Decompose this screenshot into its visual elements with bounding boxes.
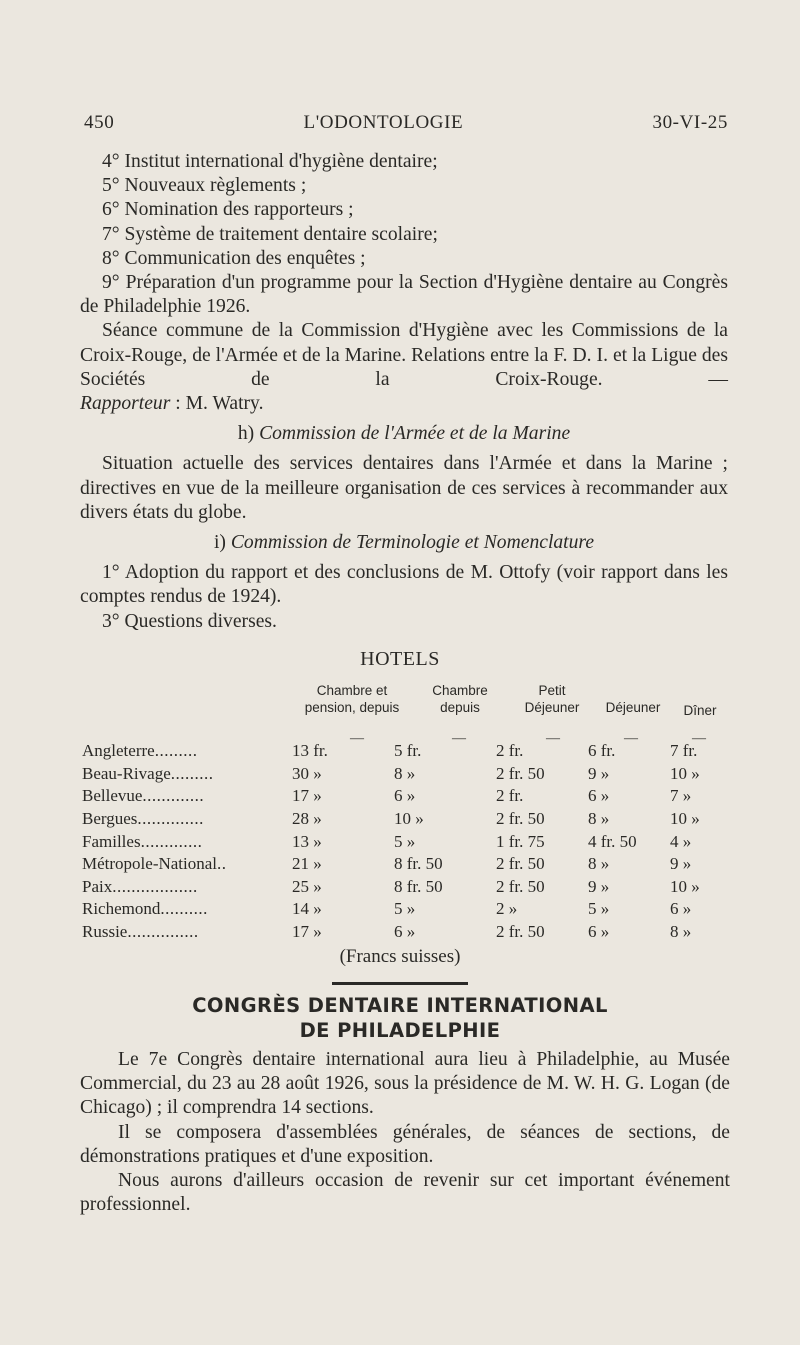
congres-body [80,1048,730,1217]
hotel-row [82,921,726,944]
price-petit-dej: 1 fr. 75 [496,831,545,851]
price-chambre: 5 » [394,831,416,851]
header-pension-line2: pension, depuis [304,700,400,715]
price-chambre: 5 » [394,899,416,919]
price-pension: 13 fr. [292,741,328,761]
price-diner: 6 » [670,899,692,919]
price-dejeuner: 6 » [588,786,610,806]
dot-leader: ............... [127,922,199,942]
price-petit-dej: 2 fr. 50 [496,922,545,942]
hotel-name: Russie [82,922,128,942]
congres-title-line1: CONGRÈS DENTAIRE INTERNATIONAL [192,994,608,1017]
price-pension: 30 » [292,763,322,783]
header-diner: Dîner [683,703,717,718]
dash-chambre: — [452,731,466,746]
dash-pension: — [350,731,364,746]
dot-leader: ............. [140,831,203,851]
dash-petit: — [546,731,560,746]
price-pension: 17 » [292,786,322,806]
hotel-name: Familles [82,831,141,851]
price-chambre: 5 fr. [394,741,422,761]
section-i-heading [80,531,728,555]
hotel-name-cell [82,785,292,808]
price-chambre: 6 » [394,786,416,806]
price-chambre: 8 » [394,763,416,783]
congres-paragraph-2: Il se composera d'assemblées générales, de séances de sections, de démonstrations pratiques et d'une exposition. [80,1121,730,1167]
agenda-item-9: 9° Préparation d'un programme pour la Section d'Hygiène dentaire au Congrès de Philadelphie 1926. [80,272,728,318]
header-petit-line1: Petit [538,683,566,698]
header-pension [290,682,414,716]
header-chambre-line1: Chambre [432,683,488,698]
hotel-row [82,740,726,763]
hotel-name: Bellevue [82,786,143,806]
price-dejeuner: 9 » [588,763,610,783]
hotel-name: Métropole-National [82,854,218,874]
price-diner: 10 » [670,763,700,783]
header-dejeuner: Déjeuner [605,700,661,715]
hotel-name-cell [82,830,292,853]
header-chambre-line2: depuis [440,700,480,715]
dot-leader: .............. [137,809,204,829]
section-h-text: Situation actuelle des services dentaires dans l'Armée et dans la Marine ; directives en vue de la meilleure organisation de ces services à recommander aux divers états du globe. [80,453,728,523]
congres-paragraph-1: Le 7e Congrès dentaire international aura lieu à Philadelphie, au Musée Commercial, du 23 au 28 août 1926, sous la présidence de M. W. H. G. Logan (de Chicago) ; il comprendra 14 sections. [80,1049,730,1119]
hotel-name: Angleterre [82,741,155,761]
section-h-heading [80,422,728,446]
price-pension: 28 » [292,809,322,829]
dash-dejeuner: — [624,731,638,746]
hotel-name-cell [82,808,292,831]
rapporteur-label: Rapporteur [80,393,171,415]
section-divider [332,982,468,985]
price-petit-dej: 2 fr. 50 [496,854,545,874]
price-dejeuner: 4 fr. 50 [588,831,637,851]
dash-diner: — [692,731,706,746]
price-dejeuner: 6 » [588,922,610,942]
agenda-item-5: 5° Nouveaux règlements ; [102,175,307,197]
hotel-row [82,830,726,853]
journal-title: L'ODONTOLOGIE [303,112,464,133]
hotel-name: Beau-Rivage [82,763,171,783]
issue-date: 30-VI-25 [652,112,728,133]
price-dejeuner: 8 » [588,854,610,874]
hotel-row [82,876,726,899]
hotels-table [82,740,726,943]
hotel-row [82,763,726,786]
dot-leader: ......... [154,741,198,761]
dot-leader: .................. [112,876,198,896]
price-petit-dej: 2 » [496,899,518,919]
hotel-name-cell [82,740,292,763]
dot-leader: .. [217,854,227,874]
agenda-body [80,150,728,634]
hotels-title: HOTELS [360,648,440,670]
hotel-name-cell [82,763,292,786]
section-h-title: Commission de l'Armée et de la Marine [259,423,571,445]
price-diner: 8 » [670,922,692,942]
price-diner: 10 » [670,876,700,896]
price-dejeuner: 8 » [588,809,610,829]
agenda-item-8: 8° Communication des enquêtes ; [102,247,366,269]
hotel-name: Bergues [82,809,138,829]
price-pension: 13 » [292,831,322,851]
running-header [84,112,728,134]
agenda-item-6: 6° Nomination des rapporteurs ; [102,199,354,221]
rapporteur-name: : M. Watry. [175,393,264,415]
section-i-title: Commission de Terminologie et Nomenclature [230,532,595,554]
congres-title-line2: DE PHILADELPHIE [299,1019,501,1042]
hotel-row [82,853,726,876]
price-dejeuner: 9 » [588,876,610,896]
agenda-item-7: 7° Système de traitement dentaire scolaire; [102,223,438,245]
price-dejeuner: 6 fr. [588,741,616,761]
hotel-name: Richemond [82,899,161,919]
dot-leader: ............. [142,786,205,806]
price-pension: 14 » [292,899,322,919]
price-pension: 25 » [292,876,322,896]
hotel-name: Paix [82,876,113,896]
hotel-name-cell [82,853,292,876]
header-pension-line1: Chambre et [316,683,388,698]
section-i-item-3: 3° Questions diverses. [102,610,277,632]
header-petit-line2: Déjeuner [524,700,580,715]
price-petit-dej: 2 fr. 50 [496,763,545,783]
price-chambre: 8 fr. 50 [394,854,443,874]
price-petit-dej: 2 fr. [496,786,524,806]
seance-paragraph: Séance commune de la Commission d'Hygiène avec les Commissions de la Croix-Rouge, de l'Armée et de la Marine. Relations entre la F. D. I. et la Ligue des Sociétés de la Croix-Rouge. — [80,320,728,390]
price-chambre: 6 » [394,922,416,942]
price-pension: 21 » [292,854,322,874]
header-chambre [414,682,506,716]
dot-leader: ......... [170,763,214,783]
hotel-name-cell [82,921,292,944]
price-petit-dej: 2 fr. 50 [496,876,545,896]
page-number: 450 [84,112,115,133]
hotel-name-cell [82,898,292,921]
hotel-row [82,785,726,808]
header-petit-dejeuner [510,682,594,716]
price-petit-dej: 2 fr. 50 [496,809,545,829]
price-diner: 7 fr. [670,741,698,761]
section-h-label: h) [237,423,255,445]
currency-note: (Francs suisses) [339,946,461,967]
dot-leader: .......... [160,899,208,919]
agenda-item-4: 4° Institut international d'hygiène dentaire; [102,151,438,172]
price-chambre: 10 » [394,809,424,829]
price-petit-dej: 2 fr. [496,741,524,761]
price-diner: 9 » [670,854,692,874]
hotel-row [82,808,726,831]
price-diner: 4 » [670,831,692,851]
congres-paragraph-3: Nous aurons d'ailleurs occasion de revenir sur cet important événement professionnel. [80,1170,730,1216]
congres-title [0,993,800,1043]
section-i-label: i) [213,532,226,554]
price-diner: 7 » [670,786,692,806]
price-chambre: 8 fr. 50 [394,876,443,896]
rapporteur-line [80,392,728,416]
price-pension: 17 » [292,922,322,942]
hotel-name-cell [82,876,292,899]
hotel-row [82,898,726,921]
price-dejeuner: 5 » [588,899,610,919]
price-diner: 10 » [670,809,700,829]
section-i-item-1: 1° Adoption du rapport et des conclusions de M. Ottofy (voir rapport dans les comptes rendus de 1924). [80,562,728,608]
